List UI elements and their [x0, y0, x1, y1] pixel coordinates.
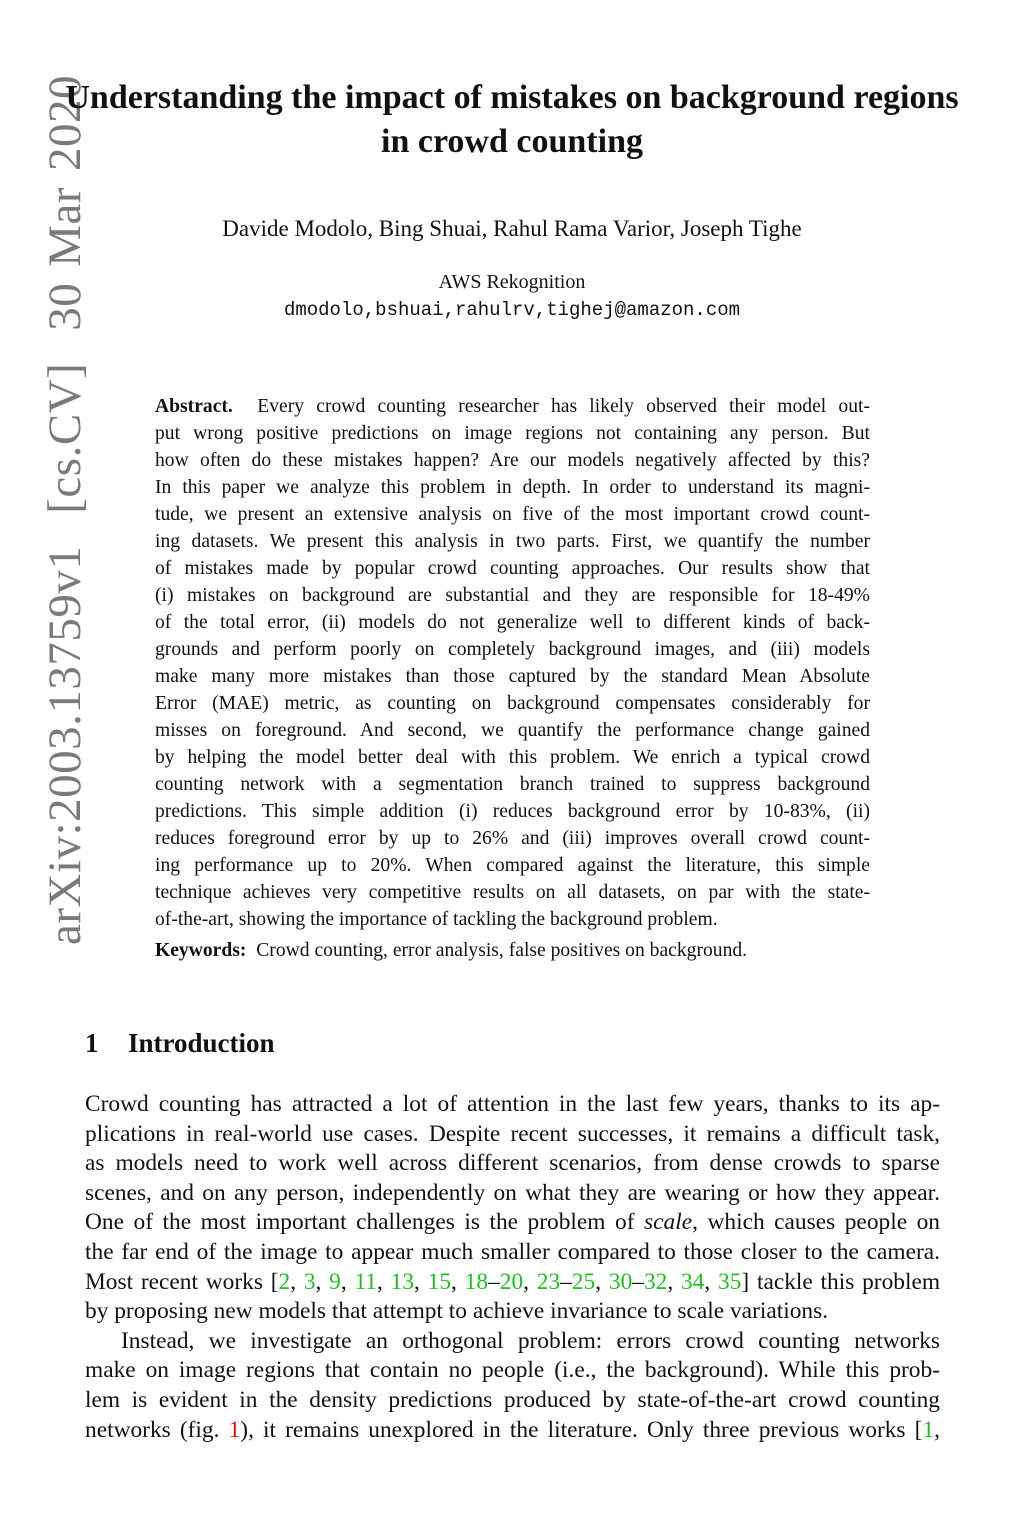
- body-text-segment: ,: [704, 1268, 718, 1295]
- body-text-segment: make on image regions that contain no people (i.e., the background). While this prob-: [85, 1357, 940, 1384]
- arxiv-stamp: arXiv:2003.13759v1 [cs.CV] 30 Mar 2020: [39, 75, 91, 945]
- body-text-segment: ,: [934, 1416, 940, 1443]
- abstract-line-text: technique achieves very competitive results on all datasets, on par with the state-: [155, 882, 870, 903]
- body-line: [85, 1355, 940, 1385]
- abstract-line-text: of mistakes made by popular crowd counting approaches. Our results show that: [155, 558, 870, 579]
- body-text-segment: ,: [414, 1268, 428, 1295]
- body-text-segment: –: [632, 1268, 644, 1295]
- abstract-line-text: (i) mistakes on background are substantial and they are responsible for 18-49%: [155, 585, 870, 606]
- body-text-segment: plications in real-world use cases. Despite recent successes, it remains a difficult task,: [85, 1120, 940, 1147]
- abstract-line: [155, 393, 870, 420]
- keywords: [155, 940, 747, 962]
- body-text-segment: ,: [595, 1268, 609, 1295]
- abstract-line-text: grounds and perform poorly on completely background images, and (iii) models: [155, 639, 870, 660]
- section-title: Introduction: [128, 1028, 275, 1058]
- abstract-line-text: predictions. This simple addition (i) reduces background error by 10-83%, (ii): [155, 801, 870, 822]
- abstract-line-text: misses on foreground. And second, we quantify the performance change gained: [155, 720, 870, 741]
- abstract-line: [155, 852, 870, 879]
- abstract-line: [155, 663, 870, 690]
- keywords-text: Crowd counting, error analysis, false positives on background.: [256, 940, 748, 961]
- body-text-segment: One of the most important challenges is the problem of: [85, 1209, 645, 1236]
- citation-link[interactable]: 1: [922, 1416, 935, 1443]
- abstract-line: [155, 906, 870, 933]
- abstract-line: [155, 447, 870, 474]
- body-text-segment: ,: [377, 1268, 391, 1295]
- abstract-line-text: reduces foreground error by up to 26% and (iii) improves overall crowd count-: [155, 828, 870, 849]
- abstract-line-text: of the total error, (ii) models do not generalize well to different kinds of back-: [155, 612, 870, 633]
- citation-link[interactable]: 32: [643, 1268, 668, 1295]
- body-line: [85, 1119, 940, 1149]
- abstract-line: [155, 717, 870, 744]
- abstract-line: [155, 798, 870, 825]
- body-text-segment: ,: [523, 1268, 537, 1295]
- body-text-segment: Most recent works [: [85, 1268, 279, 1295]
- abstract-line-text: of-the-art, showing the importance of tackling the background problem.: [155, 909, 718, 930]
- body-text-segment: , which causes people on: [692, 1209, 941, 1236]
- body-line: [85, 1385, 940, 1415]
- body-text-segment: Instead, we investigate an orthogonal problem: errors crowd counting networks: [121, 1327, 940, 1354]
- section-heading: [85, 1028, 275, 1059]
- body-text-segment: Crowd counting has attracted a lot of attention in the last few years, thanks to its ap-: [85, 1091, 940, 1117]
- abstract-line-text: make many more mistakes than those captured by the standard Mean Absolute: [155, 666, 870, 687]
- body-text-segment: as models need to work well across different scenarios, from dense crowds to sparse: [85, 1150, 940, 1177]
- abstract-line: [155, 474, 870, 501]
- citation-link[interactable]: 30: [608, 1268, 633, 1295]
- section-number: 1: [85, 1028, 99, 1058]
- body-text-segment: networks (fig.: [85, 1416, 229, 1443]
- body-text-segment: lem is evident in the density predictions produced by state-of-the-art crowd counting: [85, 1387, 940, 1413]
- abstract-line-text: ing performance up to 20%. When compared against the literature, this simple: [155, 855, 870, 876]
- paper-title: Understanding the impact of mistakes on background regions in crowd counting: [65, 79, 959, 160]
- body-line: [121, 1326, 940, 1356]
- abstract-line-text: by helping the model better deal with this problem. We enrich a typical crowd: [155, 747, 870, 768]
- citation-link[interactable]: 20: [499, 1268, 524, 1295]
- emails: dmodolo,bshuai,rahulrv,tighej@amazon.com: [283, 299, 741, 321]
- body-text-segment: –: [488, 1268, 500, 1295]
- authors: Davide Modolo, Bing Shuai, Rahul Rama Varior, Joseph Tighe: [222, 216, 802, 241]
- keywords-label: Keywords:: [155, 940, 247, 961]
- body-line: [85, 1089, 940, 1119]
- body-line: [85, 1178, 940, 1208]
- body-text-segment: ,: [315, 1268, 330, 1295]
- citation-link[interactable]: 11: [354, 1268, 377, 1295]
- abstract-line: [155, 501, 870, 528]
- body-line: [85, 1148, 940, 1178]
- abstract-line-text: put wrong positive predictions on image regions not containing any person. But: [155, 423, 870, 444]
- abstract-line-text: tude, we present an extensive analysis on five of the most important crowd count-: [155, 504, 870, 525]
- abstract-line: [155, 582, 870, 609]
- body-text-segment: scale: [644, 1209, 693, 1236]
- abstract-line: [155, 528, 870, 555]
- body-line: [85, 1415, 940, 1445]
- body-text-segment: –: [560, 1268, 572, 1295]
- body-text-segment: ,: [340, 1268, 355, 1295]
- abstract-line: [155, 744, 870, 771]
- citation-link[interactable]: 15: [427, 1268, 452, 1295]
- figure-link[interactable]: 1: [228, 1416, 241, 1443]
- body-line: [85, 1296, 940, 1326]
- abstract-line: [155, 555, 870, 582]
- abstract-line-text: counting network with a segmentation branch trained to suppress background: [155, 774, 870, 795]
- abstract-line-text: Every crowd counting researcher has likely observed their model out-: [257, 396, 870, 417]
- citation-link[interactable]: 13: [390, 1268, 415, 1295]
- body-text-segment: ,: [290, 1268, 304, 1295]
- citation-link[interactable]: 9: [329, 1268, 341, 1295]
- citation-link[interactable]: 23: [536, 1268, 561, 1295]
- body-text-segment: ,: [451, 1268, 465, 1295]
- body-line: [85, 1207, 940, 1237]
- abstract-line: [155, 609, 870, 636]
- body-text-segment: by proposing new models that attempt to achieve invariance to scale variations.: [85, 1298, 829, 1325]
- abstract-line: [155, 690, 870, 717]
- abstract-line-text: ing datasets. We present this analysis in two parts. First, we quantify the number: [155, 531, 870, 552]
- citation-link[interactable]: 3: [303, 1268, 316, 1295]
- body-text-segment: ), it remains unexplored in the literature. Only three previous works [: [240, 1416, 923, 1443]
- body-text-segment: ,: [667, 1268, 681, 1295]
- body-line: [85, 1237, 940, 1267]
- abstract-line: [155, 771, 870, 798]
- citation-link[interactable]: 35: [718, 1268, 742, 1295]
- body-text-segment: scenes, and on any person, independently on what they are wearing or how they appear.: [85, 1179, 940, 1206]
- body-line: [85, 1267, 940, 1297]
- abstract-line-text: In this paper we analyze this problem in depth. In order to understand its magni-: [155, 477, 870, 498]
- citation-link[interactable]: 18: [464, 1268, 489, 1295]
- abstract-line: [155, 420, 870, 447]
- abstract-line-text: Error (MAE) metric, as counting on background compensates considerably for: [155, 693, 870, 714]
- body-text-segment: the far end of the image to appear much smaller compared to those closer to the camera.: [85, 1239, 940, 1265]
- abstract-line-text: how often do these mistakes happen? Are our models negatively affected by this?: [155, 450, 870, 471]
- abstract-line: [155, 825, 870, 852]
- abstract-label: Abstract.: [155, 396, 233, 417]
- citation-link[interactable]: 34: [680, 1268, 705, 1295]
- citation-link[interactable]: 25: [571, 1268, 596, 1295]
- body-text-segment: ] tackle this problem: [741, 1268, 941, 1295]
- affiliation: AWS Rekognition: [438, 271, 586, 293]
- abstract-line: [155, 879, 870, 906]
- abstract-line: [155, 636, 870, 663]
- citation-link[interactable]: 2: [278, 1268, 291, 1295]
